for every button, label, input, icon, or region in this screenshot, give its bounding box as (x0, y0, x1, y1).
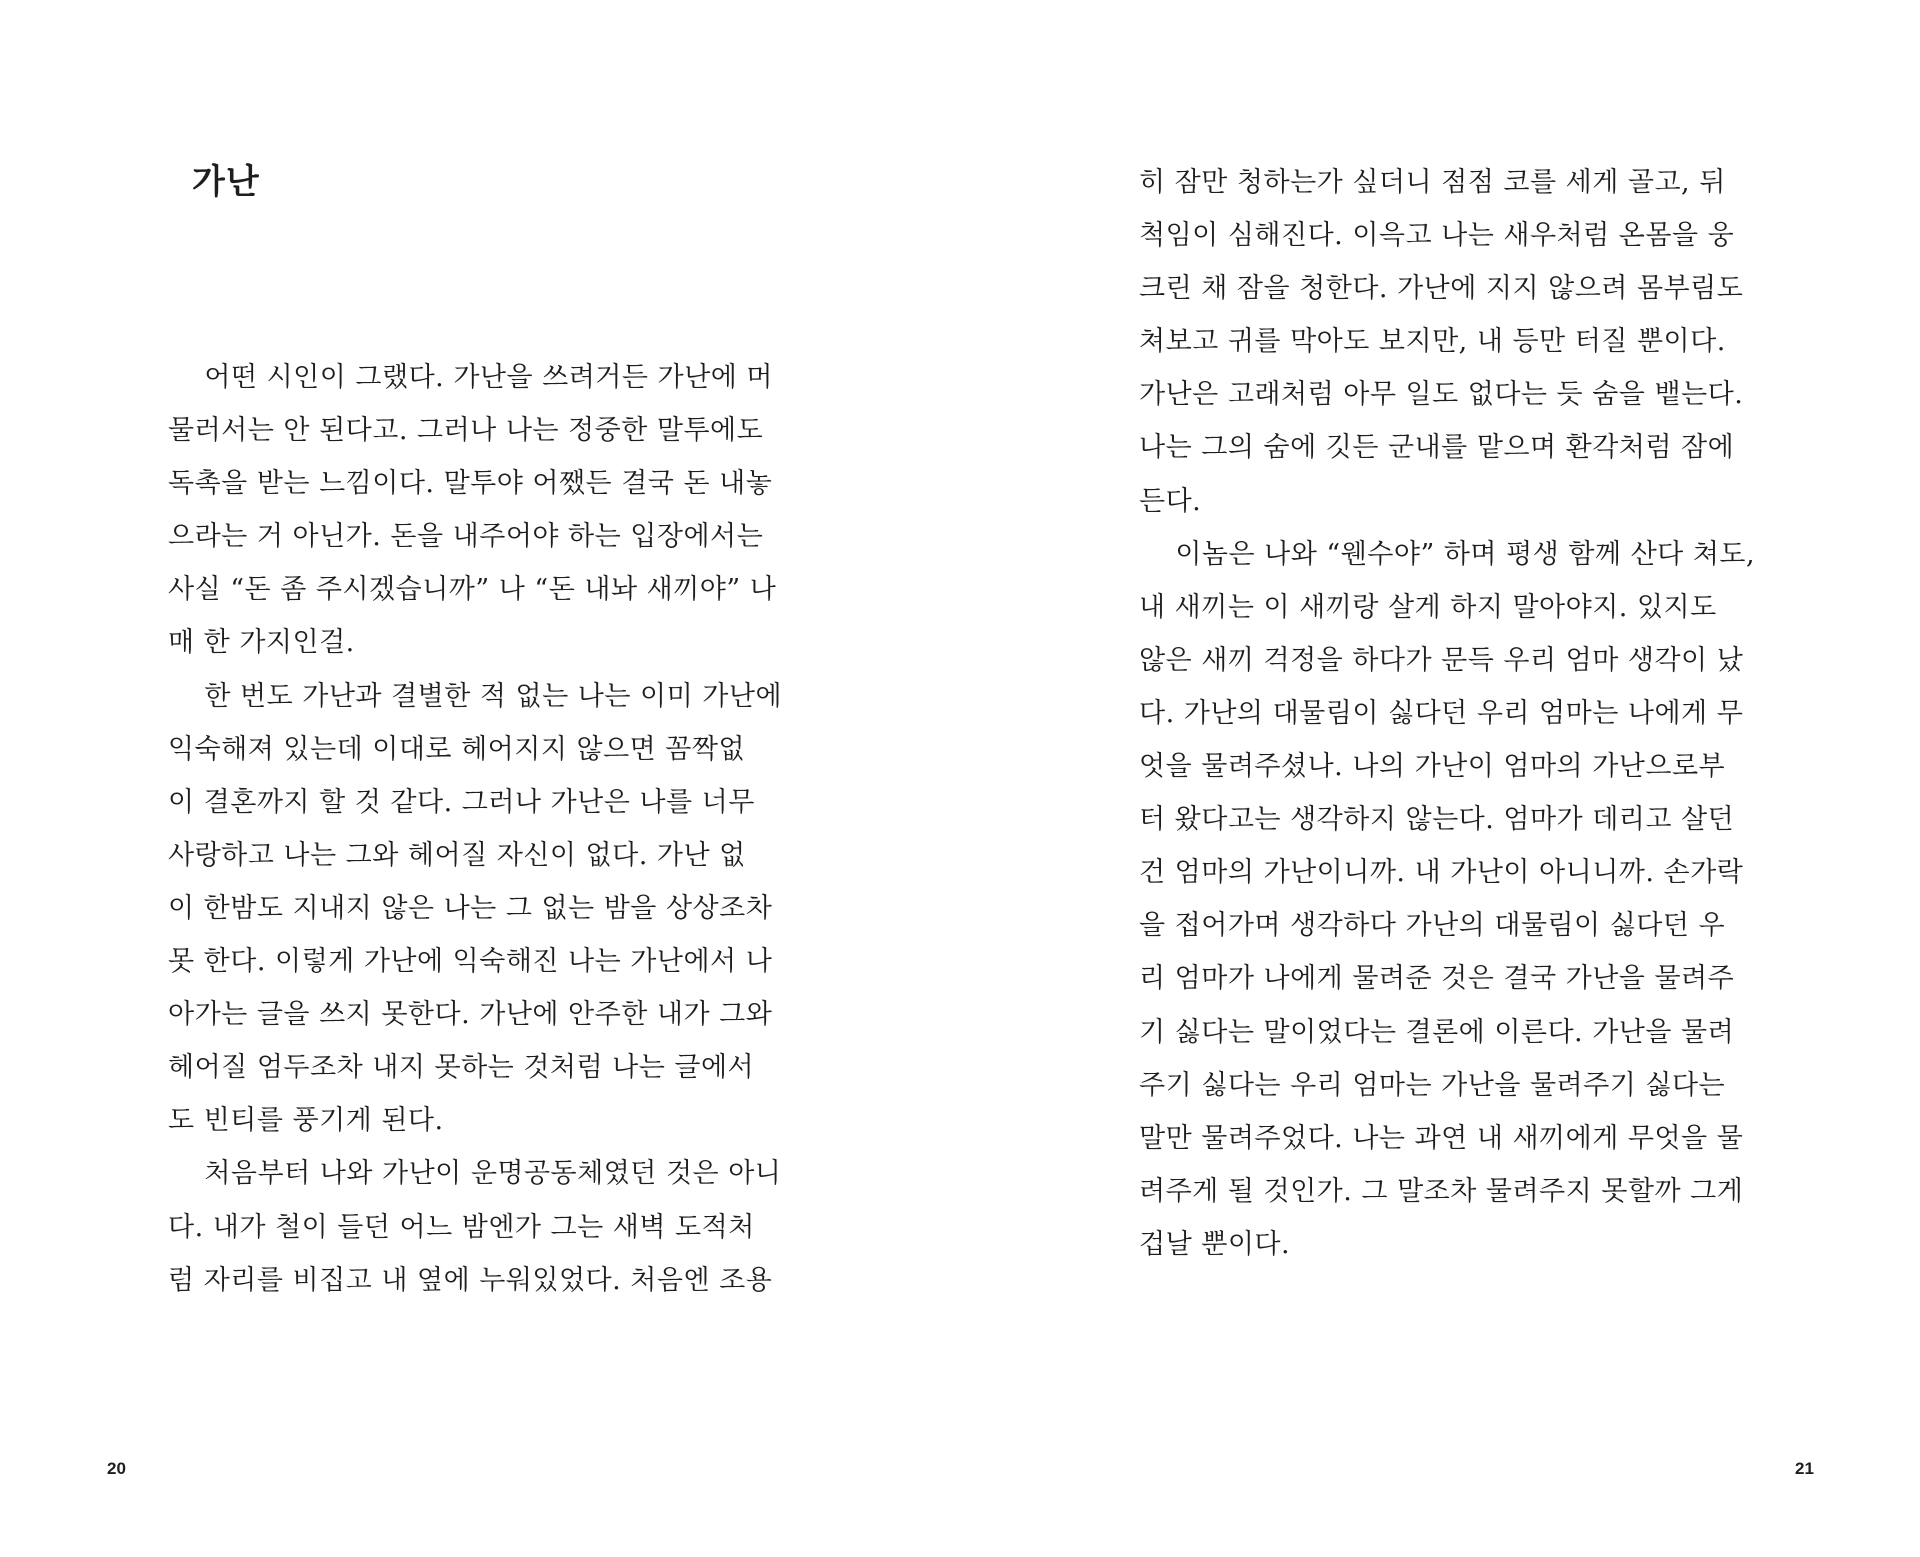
text-line: 을 접어가며 생각하다 가난의 대물림이 싫다던 우 (1139, 910, 1726, 942)
page-number-right: 21 (1795, 1459, 1814, 1478)
right-page-body (1139, 156, 1756, 1271)
text-line: 히 잠만 청하는가 싶더니 점점 코를 세게 골고, 뒤 (1139, 167, 1726, 198)
text-line: 건 엄마의 가난이니까. 내 가난이 아니니까. 손가락 (1139, 857, 1744, 889)
text-line: 못 한다. 이렇게 가난에 익숙해진 나는 가난에서 나 (168, 946, 773, 978)
left-page-body (168, 351, 783, 1307)
text-line: 매 한 가지인걸. (168, 627, 355, 659)
text-line: 나는 그의 숨에 깃든 군내를 맡으며 환각처럼 잠에 (1139, 432, 1735, 464)
text-line: 터 왔다고는 생각하지 않는다. 엄마가 데리고 살던 (1139, 804, 1735, 836)
text-line: 처음부터 나와 가난이 운명공동체였던 것은 아니 (168, 1158, 782, 1190)
text-line: 말만 물려주었다. 나는 과연 내 새끼에게 무엇을 물 (1139, 1122, 1744, 1154)
text-line: 기 싫다는 말이었다는 결론에 이른다. 가난을 물려 (1139, 1016, 1735, 1048)
right-page (960, 0, 1920, 1557)
chapter-title: 가난 (192, 162, 260, 202)
text-line: 이놈은 나와 “웬수야” 하며 평생 함께 산다 쳐도, (1139, 538, 1756, 570)
text-line: 크린 채 잠을 청한다. 가난에 지지 않으려 몸부림도 (1139, 273, 1744, 305)
text-line: 사랑하고 나는 그와 헤어질 자신이 없다. 가난 없 (168, 839, 746, 871)
text-line: 독촉을 받는 느낌이다. 말투야 어쨌든 결국 돈 내놓 (168, 468, 773, 500)
text-line: 주기 싫다는 우리 엄마는 가난을 물려주기 싫다는 (1139, 1069, 1726, 1101)
text-line: 겁날 뿐이다. (1139, 1228, 1291, 1260)
text-line: 헤어질 엄두조차 내지 못하는 것처럼 나는 글에서 (168, 1052, 755, 1084)
text-line: 한 번도 가난과 결별한 적 없는 나는 이미 가난에 (168, 680, 783, 712)
text-line: 어떤 시인이 그랬다. 가난을 쓰려거든 가난에 머 (168, 362, 773, 393)
text-line: 척임이 심해진다. 이윽고 나는 새우처럼 온몸을 웅 (1139, 220, 1735, 252)
text-line: 쳐보고 귀를 막아도 보지만, 내 등만 터질 뿐이다. (1139, 326, 1726, 358)
text-line: 럼 자리를 비집고 내 옆에 누워있었다. 처음엔 조용 (168, 1264, 773, 1296)
text-line: 아가는 글을 쓰지 못한다. 가난에 안주한 내가 그와 (168, 999, 773, 1031)
text-line: 물러서는 안 된다고. 그러나 나는 정중한 말투에도 (168, 415, 764, 447)
text-line: 도 빈티를 풍기게 된다. (168, 1105, 444, 1137)
text-line: 사실 “돈 좀 주시겠습니까” 나 “돈 내놔 새끼야” 나 (168, 574, 777, 606)
text-line: 다. 가난의 대물림이 싫다던 우리 엄마는 나에게 무 (1139, 697, 1744, 729)
text-line: 내 새끼는 이 새끼랑 살게 하지 말아야지. 있지도 (1139, 591, 1717, 623)
text-line: 이 결혼까지 할 것 같다. 그러나 가난은 나를 너무 (168, 786, 755, 818)
text-line: 익숙해져 있는데 이대로 헤어지지 않으면 꼼짝없 (168, 733, 746, 765)
text-line: 리 엄마가 나에게 물려준 것은 결국 가난을 물려주 (1139, 963, 1735, 995)
text-line: 엇을 물려주셨나. 나의 가난이 엄마의 가난으로부 (1139, 751, 1726, 783)
text-line: 않은 새끼 걱정을 하다가 문득 우리 엄마 생각이 났 (1139, 644, 1744, 676)
text-line: 려주게 될 것인가. 그 말조차 물려주지 못할까 그게 (1139, 1175, 1744, 1207)
text-line: 으라는 거 아닌가. 돈을 내주어야 하는 입장에서는 (168, 521, 764, 553)
page-number-left: 20 (107, 1459, 126, 1478)
text-line: 다. 내가 철이 들던 어느 밤엔가 그는 새벽 도적처 (168, 1211, 755, 1243)
text-line: 가난은 고래처럼 아무 일도 없다는 듯 숨을 뱉는다. (1139, 379, 1744, 411)
text-line: 든다. (1139, 485, 1202, 517)
text-line: 이 한밤도 지내지 않은 나는 그 없는 밤을 상상조차 (168, 892, 773, 924)
